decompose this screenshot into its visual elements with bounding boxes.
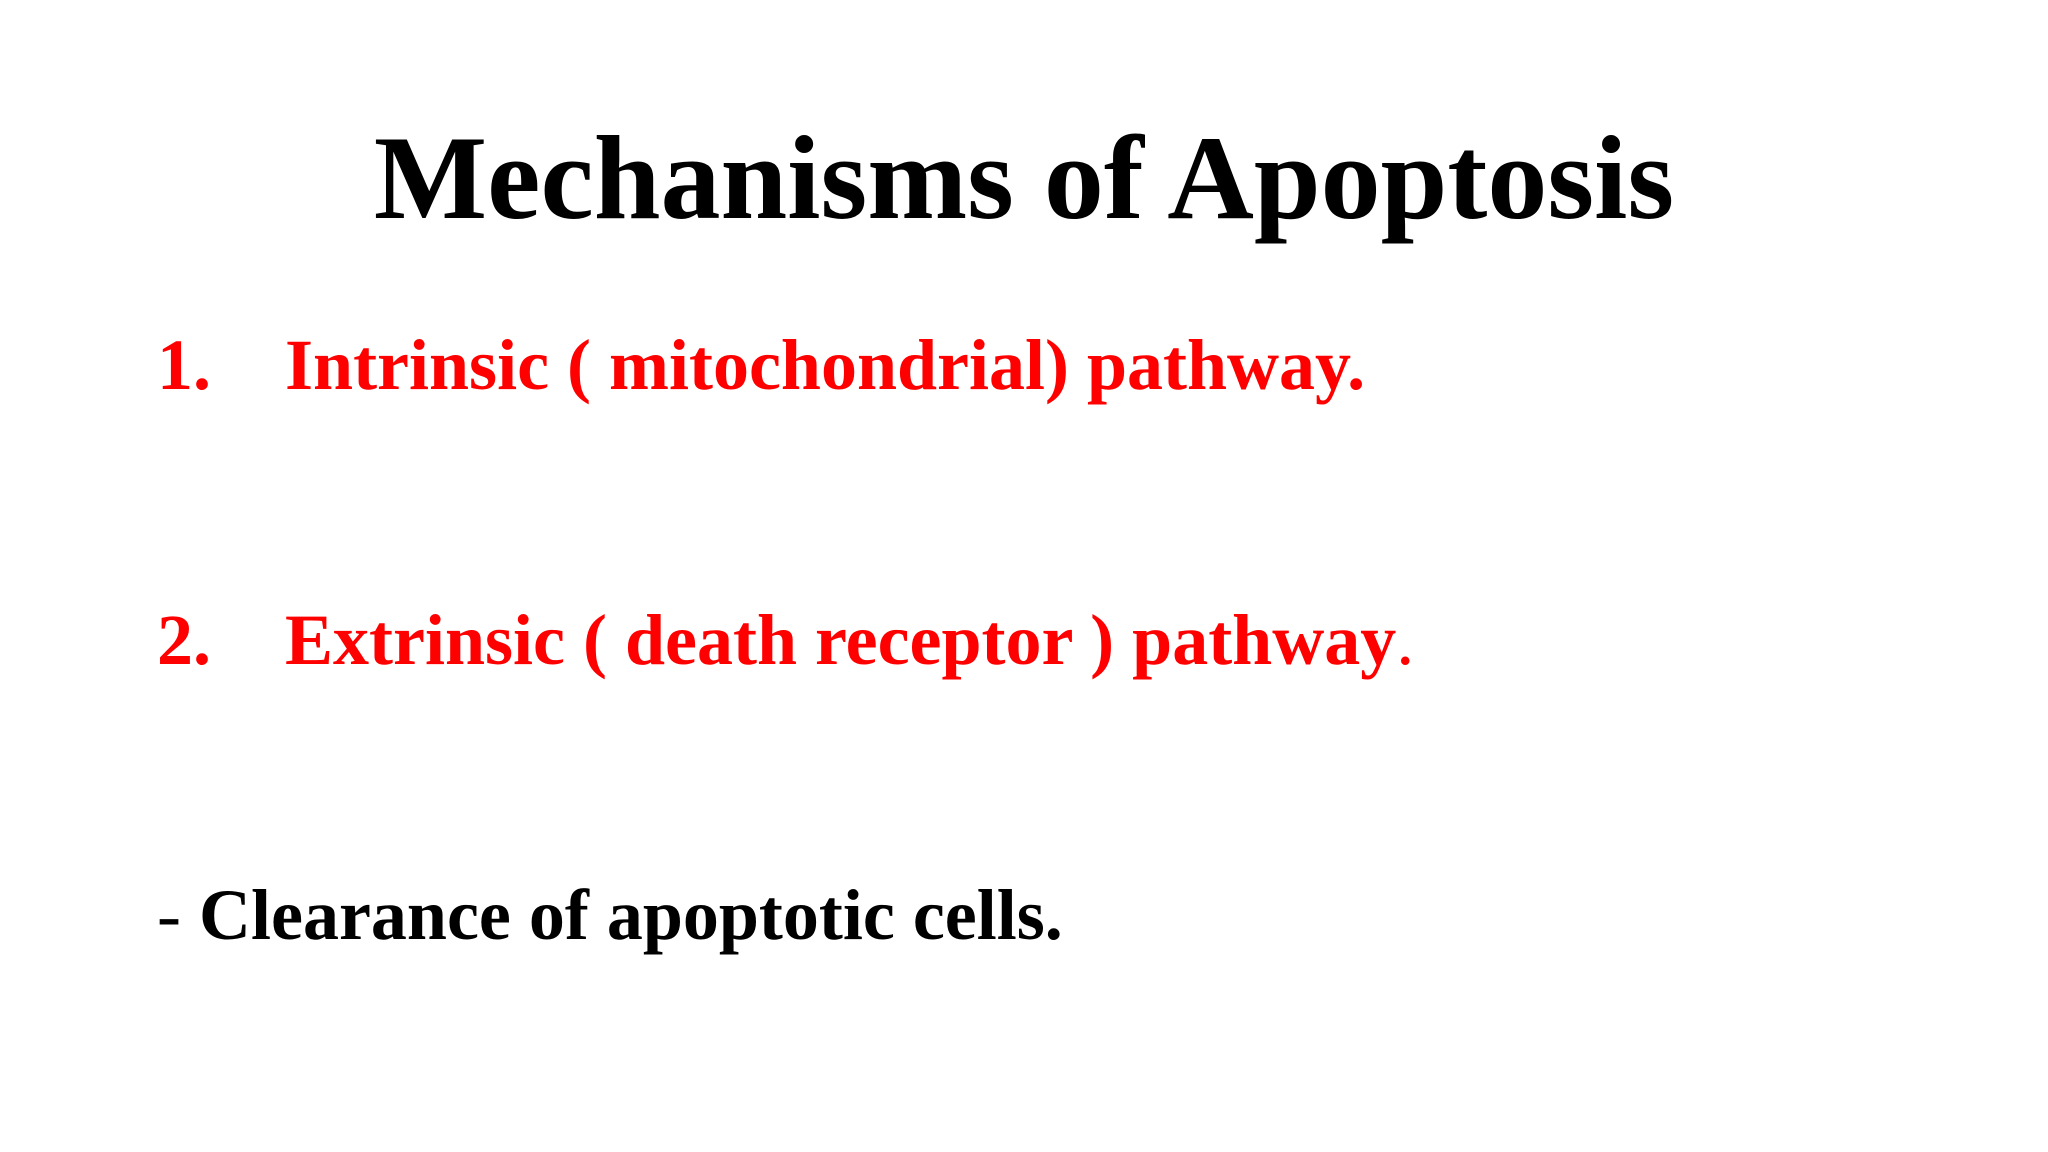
note-prefix: -: [157, 875, 199, 955]
list-number: 2.: [157, 600, 211, 680]
list-number: 1.: [157, 325, 211, 405]
list-item-extrinsic: [157, 595, 1414, 685]
list-item-text: Intrinsic ( mitochondrial) pathway.: [285, 325, 1366, 405]
slide-title: Mechanisms of Apoptosis: [373, 111, 1675, 244]
note-clearance: [157, 870, 1063, 960]
list-item-text: Extrinsic ( death receptor ) pathway: [285, 600, 1397, 680]
list-item-intrinsic: [157, 320, 1365, 410]
note-text: Clearance of apoptotic cells.: [198, 875, 1063, 955]
trailing-period: .: [1396, 600, 1415, 680]
